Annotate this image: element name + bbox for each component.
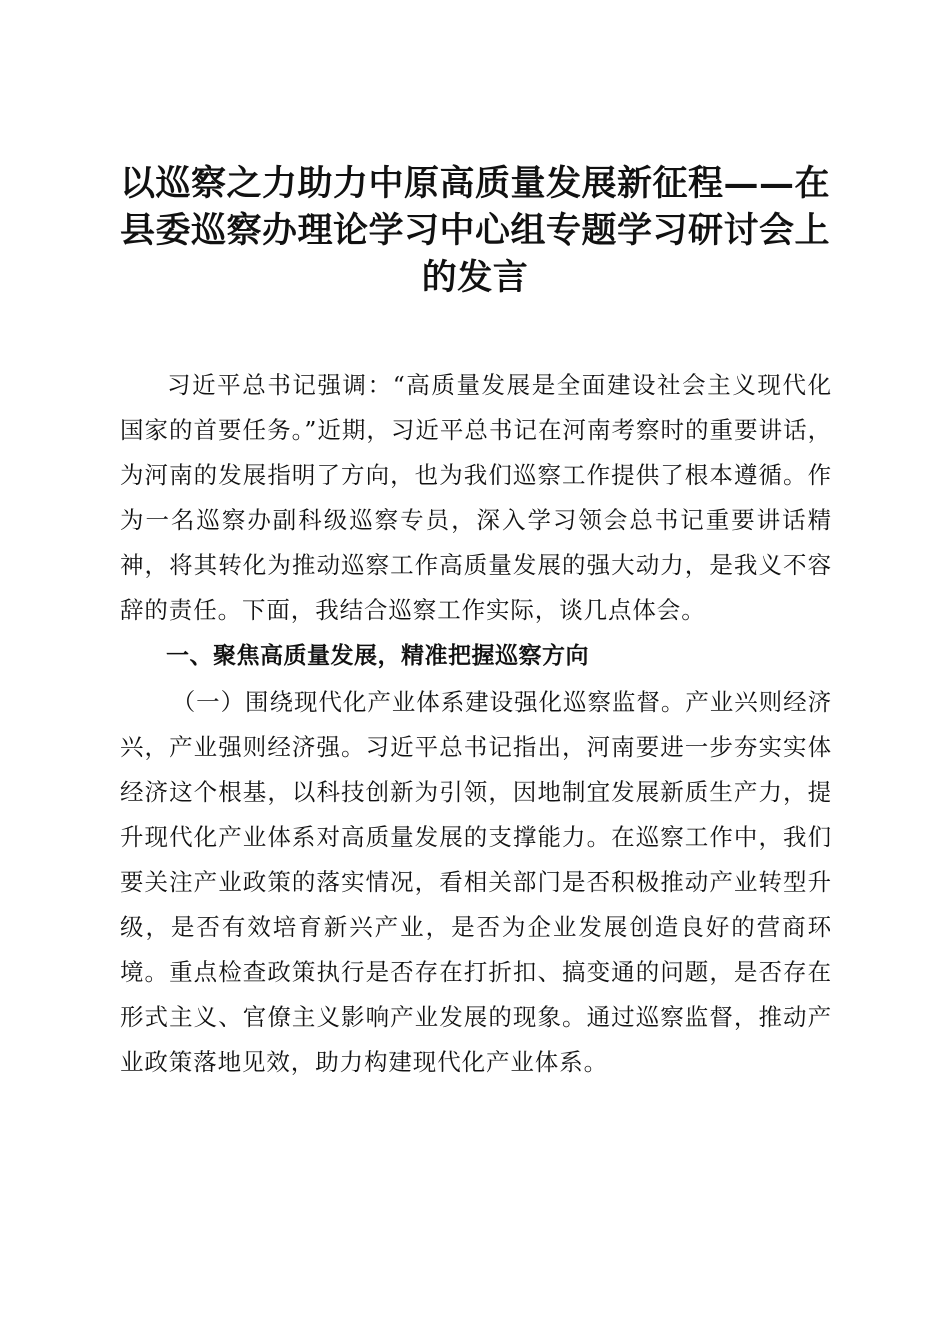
section-heading-1: 一、聚焦高质量发展，精准把握巡察方向 (166, 643, 589, 669)
subsection-heading-1: （一）围绕现代化产业体系建设强化巡察监督。 (171, 688, 686, 716)
subsection-paragraph-1 (120, 680, 832, 1085)
document-title: 以巡察之力助力中原高质量发展新征程——在县委巡察办理论学习中心组专题学习研讨会上的发言 (119, 163, 830, 298)
subsection-text-1: 产业兴则经济兴，产业强则经济强。习近平总书记指出，河南要进一步夯实实体经济这个根基，以科技创新为引领，因地制宜发展新质生产力，提升现代化产业体系对高质量发展的支撑能力。在巡察工作中，我们要关注产业政策的落实情况，看相关部门是否积极推动产业转型升级，是否有效培育新兴产业，是否为企业发展创造良好的营商环境。重点检查政策执行是否存在打折扣、搞变通的问题，是否存在形式主义、官僚主义影响产业发展的现象。通过巡察监督，推动产业政策落地见效，助力构建现代化产业体系。 (120, 688, 833, 1076)
document-body (120, 363, 832, 1085)
intro-paragraph: 习近平总书记强调：“高质量发展是全面建设社会主义现代化国家的首要任务。”近期，习近平总书记在河南考察时的重要讲话，为河南的发展指明了方向，也为我们巡察工作提供了根本遵循。作为一名巡察办副科级巡察专员，深入学习领会总书记重要讲话精神，将其转化为推动巡察工作高质量发展的强大动力，是我义不容辞的责任。下面，我结合巡察工作实际，谈几点体会。 (120, 371, 832, 624)
